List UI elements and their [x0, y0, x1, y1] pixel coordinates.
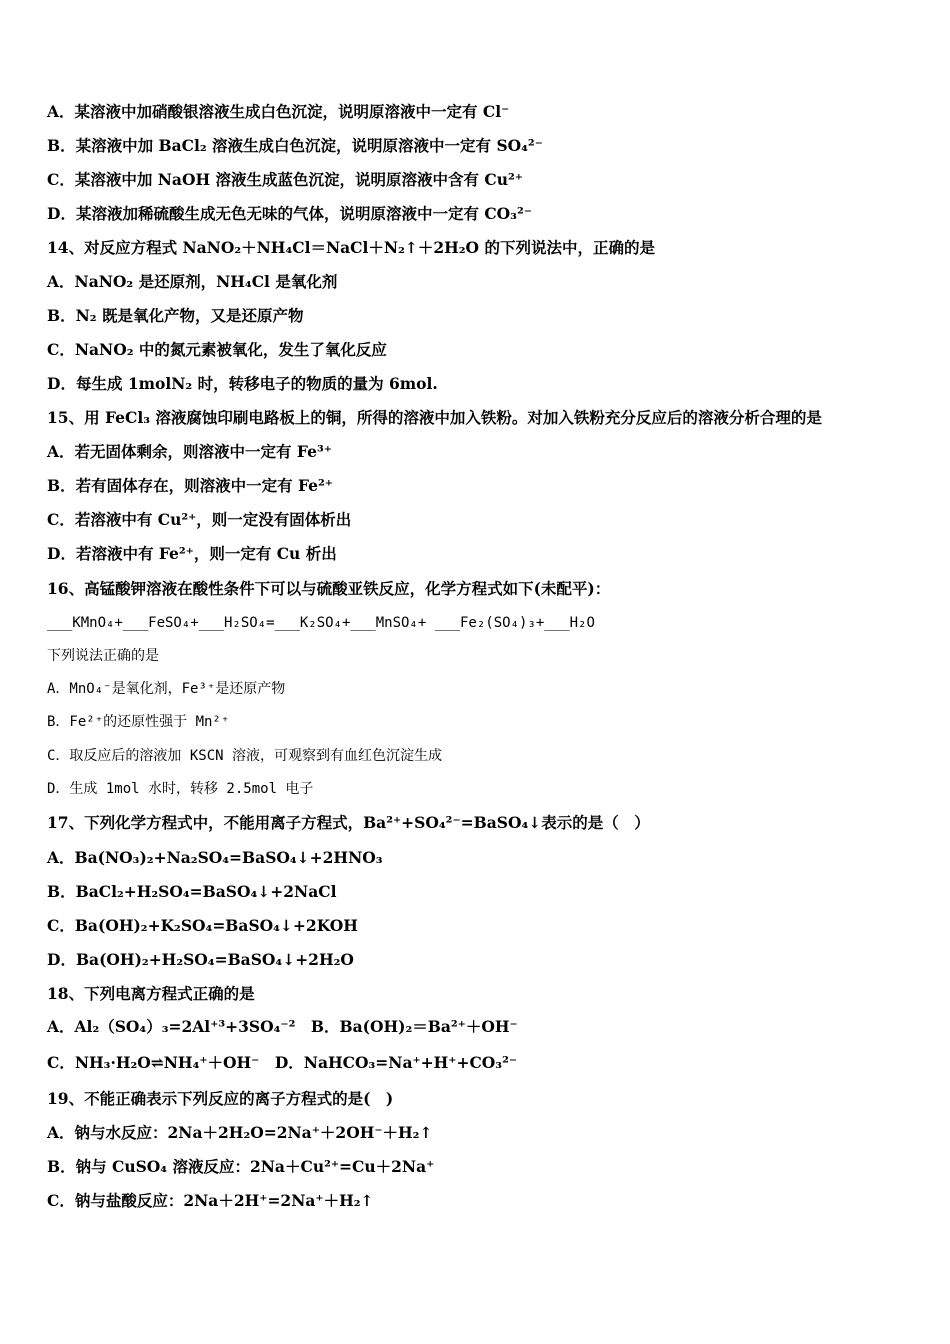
- text: D．若溶液中有 Fe²⁺，则一定有 Cu 析出: [47, 544, 337, 563]
- text: C．钠与盐酸反应：2Na＋2H⁺=2Na⁺＋H₂↑: [47, 1191, 374, 1210]
- q16-option-a: [47, 679, 910, 701]
- q15-option-a: [47, 442, 910, 464]
- text: 16、高锰酸钾溶液在酸性条件下可以与硫酸亚铁反应，化学方程式如下(未配平)：: [47, 579, 611, 598]
- text: B．某溶液中加 BaCl₂ 溶液生成白色沉淀，说明原溶液中一定有 SO₄²⁻: [47, 136, 543, 155]
- text: A．NaNO₂ 是还原剂，NH₄Cl 是氧化剂: [47, 272, 338, 291]
- text: B．钠与 CuSO₄ 溶液反应：2Na＋Cu²⁺=Cu＋2Na⁺: [47, 1157, 435, 1176]
- q17-option-c: [47, 916, 910, 938]
- q13-option-b: [47, 136, 910, 158]
- q15-option-b: [47, 476, 910, 498]
- text: 下列说法正确的是: [47, 648, 159, 664]
- text: D．生成 1mol 水时，转移 2.5mol 电子: [47, 781, 314, 797]
- text: ___KMnO₄+___FeSO₄+___H₂SO₄=___K₂SO₄+___MnSO₄+ ___Fe₂(SO₄)₃+___H₂O: [47, 615, 595, 631]
- q16-equation: [47, 613, 910, 635]
- q15-option-c: [47, 510, 910, 532]
- q14-option-c: [47, 340, 910, 362]
- q19-stem: [47, 1089, 910, 1111]
- q18-options-ab: [47, 1017, 910, 1039]
- text: A．Al₂（SO₄）₃=2Al⁺³+3SO₄⁻² B．Ba(OH)₂＝Ba²⁺＋OH⁻: [47, 1017, 518, 1036]
- q17-option-b: [47, 882, 910, 904]
- text: 18、下列电离方程式正确的是: [47, 984, 255, 1003]
- q16-prompt: [47, 646, 910, 668]
- q18-options-cd: [47, 1053, 910, 1075]
- q17-option-a: [47, 848, 910, 870]
- text: 15、用 FeCl₃ 溶液腐蚀印刷电路板上的铜，所得的溶液中加入铁粉。对加入铁粉充分反应后的溶液分析合理的是: [47, 408, 822, 427]
- q19-option-a: [47, 1123, 910, 1145]
- q17-option-d: [47, 950, 910, 972]
- q13-option-c: [47, 170, 910, 192]
- q13-option-d: [47, 204, 910, 226]
- text: D．Ba(OH)₂+H₂SO₄=BaSO₄↓+2H₂O: [47, 950, 354, 969]
- text: B．Fe²⁺的还原性强于 Mn²⁺: [47, 714, 230, 730]
- text: 17、下列化学方程式中，不能用离子方程式，Ba²⁺+SO₄²⁻=BaSO₄↓表示的是（ ）: [47, 813, 650, 832]
- q14-option-a: [47, 272, 910, 294]
- text: C．取反应后的溶液加 KSCN 溶液，可观察到有血红色沉淀生成: [47, 748, 442, 764]
- text: 14、对反应方程式 NaNO₂＋NH₄Cl＝NaCl＋N₂↑＋2H₂O 的下列说法中，正确的是: [47, 238, 655, 257]
- q14-option-d: [47, 374, 910, 396]
- text: A．若无固体剩余，则溶液中一定有 Fe³⁺: [47, 442, 332, 461]
- q19-option-b: [47, 1157, 910, 1179]
- q18-stem: [47, 984, 910, 1006]
- text: B．若有固体存在，则溶液中一定有 Fe²⁺: [47, 476, 333, 495]
- q16-option-c: [47, 746, 910, 768]
- q14-option-b: [47, 306, 910, 328]
- q15-stem: [47, 408, 910, 430]
- text: D．每生成 1molN₂ 时，转移电子的物质的量为 6mol.: [47, 374, 438, 393]
- text: C．Ba(OH)₂+K₂SO₄=BaSO₄↓+2KOH: [47, 916, 358, 935]
- text: A．某溶液中加硝酸银溶液生成白色沉淀，说明原溶液中一定有 Cl⁻: [47, 102, 510, 121]
- q16-option-b: [47, 712, 910, 734]
- text: A．MnO₄⁻是氧化剂，Fe³⁺是还原产物: [47, 681, 286, 697]
- text: D．某溶液加稀硫酸生成无色无味的气体，说明原溶液中一定有 CO₃²⁻: [47, 204, 532, 223]
- text: C．NH₃·H₂O⇌NH₄⁺＋OH⁻ D．NaHCO₃=Na⁺+H⁺+CO₃²⁻: [47, 1053, 518, 1072]
- text: 19、不能正确表示下列反应的离子方程式的是( ): [47, 1089, 394, 1108]
- q13-option-a: [47, 102, 910, 124]
- text: C．NaNO₂ 中的氮元素被氧化，发生了氧化反应: [47, 340, 387, 359]
- q15-option-d: [47, 544, 910, 566]
- q14-stem: [47, 238, 910, 260]
- text: C．某溶液中加 NaOH 溶液生成蓝色沉淀，说明原溶液中含有 Cu²⁺: [47, 170, 523, 189]
- q16-option-d: [47, 779, 910, 801]
- text: A．Ba(NO₃)₂+Na₂SO₄=BaSO₄↓+2HNO₃: [47, 848, 383, 867]
- q19-option-c: [47, 1191, 910, 1213]
- text: A．钠与水反应：2Na＋2H₂O=2Na⁺＋2OH⁻＋H₂↑: [47, 1123, 433, 1142]
- text: B．BaCl₂+H₂SO₄=BaSO₄↓+2NaCl: [47, 882, 337, 901]
- q17-stem: [47, 813, 910, 835]
- text: C．若溶液中有 Cu²⁺，则一定没有固体析出: [47, 510, 352, 529]
- q16-stem: [47, 579, 910, 601]
- text: B．N₂ 既是氧化产物，又是还原产物: [47, 306, 304, 325]
